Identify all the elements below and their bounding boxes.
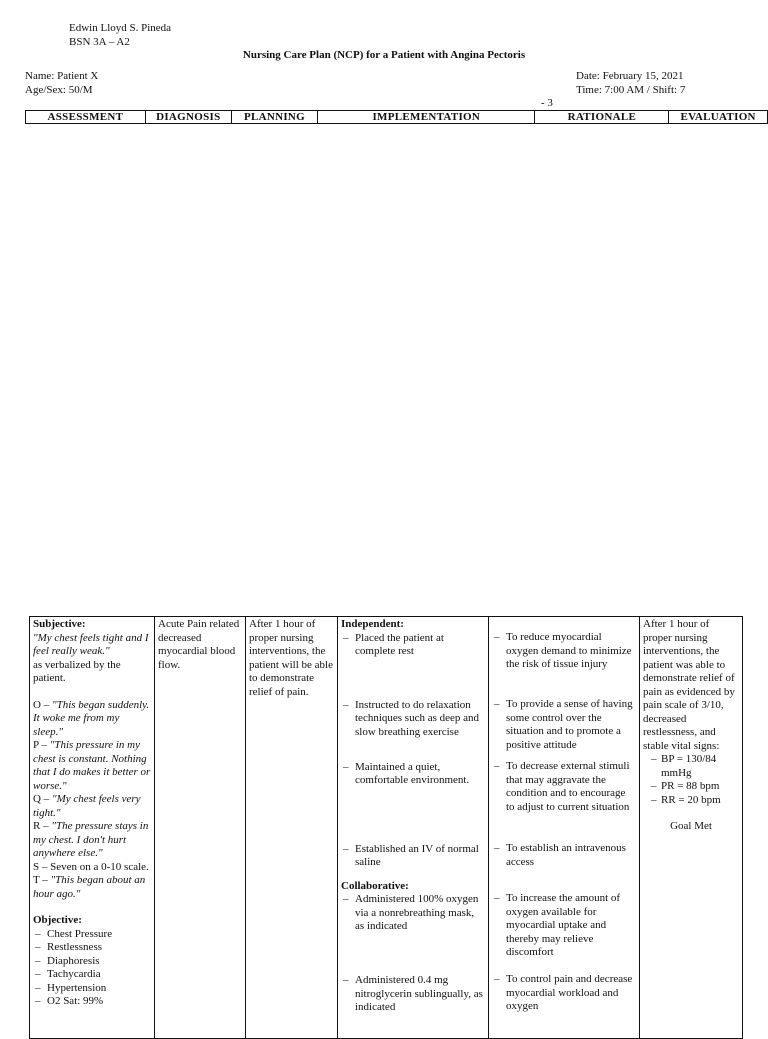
list-item: – Chest Pressure [33, 928, 151, 942]
col-rationale: RATIONALE [535, 111, 669, 124]
list-item: – Administered 100% oxygen via a nonrebreathing mask, as indicated [341, 893, 485, 974]
opqrst-q: Q – "My chest feels very tight." [33, 793, 141, 819]
author-section: BSN 3A – A2 [69, 36, 130, 48]
planning-cell [246, 617, 338, 1039]
opqrst-p: P – "This pressure in my chest is constant. Nothing that I do makes it better or worse." [33, 739, 151, 792]
diagnosis-cell [155, 617, 246, 1039]
col-implementation: IMPLEMENTATION [318, 111, 535, 124]
list-item: – RR = 20 bpm [649, 794, 739, 808]
objective-label: Objective: [33, 914, 82, 926]
list-item: – Hypertension [33, 982, 151, 996]
evaluation-text: After 1 hour of proper nursing interventions, the patient was able to demonstrate relief of pain as evidenced by pain scale of 3/10, decreased restlessness, and stable vital signs: [643, 618, 735, 752]
page-number: - 3 [541, 97, 553, 109]
diagnosis-text: Acute Pain related decreased myocardial blood flow. [158, 618, 240, 671]
column-header-table [25, 110, 768, 124]
list-item: – BP = 130/84 mmHg [649, 753, 739, 780]
independent-label: Independent: [341, 618, 404, 630]
collaborative-list [341, 893, 485, 1015]
collaborative-label: Collaborative: [341, 879, 409, 892]
list-item: – Maintained a quiet, comfortable environment. [341, 761, 485, 843]
list-item: – To establish an intravenous access [492, 842, 636, 892]
evaluation-cell [640, 617, 743, 1039]
verbalized-note: as verbalized by the patient. [33, 658, 121, 684]
list-item: – Diaphoresis [33, 955, 151, 969]
col-evaluation: EVALUATION [669, 111, 768, 124]
list-item: – To control pain and decrease myocardial workload and oxygen [492, 973, 636, 1014]
opqrst-t: T – "This began about an hour ago." [33, 874, 146, 900]
independent-list [341, 632, 485, 880]
vital-signs-list [649, 753, 739, 807]
list-item: – Restlessness [33, 941, 151, 955]
patient-name: Name: Patient X [25, 70, 99, 82]
list-item: – To provide a sense of having some control over the situation and to promote a positive attitude [492, 698, 636, 760]
list-item: – Tachycardia [33, 968, 151, 982]
record-time-shift: Time: 7:00 AM / Shift: 7 [576, 84, 686, 96]
list-item: – Placed the patient at complete rest [341, 632, 485, 699]
opqrst-o: O – "This began suddenly. It woke me from my sleep." [33, 698, 150, 738]
goal-status: Goal Met [670, 820, 712, 832]
implementation-cell [338, 617, 489, 1039]
col-assessment: ASSESSMENT [26, 111, 146, 124]
care-plan-table [29, 616, 743, 1039]
subjective-label: Subjective: [33, 618, 86, 630]
list-item: – O2 Sat: 99% [33, 995, 151, 1009]
list-item: – To decrease external stimuli that may aggravate the condition and to encourage to adjust to current situation [492, 760, 636, 842]
patient-age-sex: Age/Sex: 50/M [25, 84, 93, 96]
document-title: Nursing Care Plan (NCP) for a Patient with Angina Pectoris [242, 49, 526, 61]
opqrst-r: R – "The pressure stays in my chest. I don't hurt anywhere else." [33, 820, 149, 859]
planning-text: After 1 hour of proper nursing interventions, the patient will be able to demonstrate relief of pain. [249, 618, 333, 698]
list-item: – Instructed to do relaxation techniques such as deep and slow breathing exercise [341, 699, 485, 761]
rationale-list [492, 631, 636, 1014]
subjective-quote: "My chest feels tight and I feel really weak." [33, 631, 149, 657]
author-name: Edwin Lloyd S. Pineda [69, 22, 172, 34]
col-diagnosis: DIAGNOSIS [145, 111, 231, 124]
list-item: – PR = 88 bpm [649, 780, 739, 794]
opqrst-s: S – Seven on a 0-10 scale. [33, 860, 149, 873]
list-item: – To reduce myocardial oxygen demand to minimize the risk of tissue injury [492, 631, 636, 698]
col-planning: PLANNING [231, 111, 317, 124]
list-item: – Established an IV of normal saline [341, 843, 485, 880]
objective-list [33, 928, 151, 1009]
list-item: – To increase the amount of oxygen available for myocardial uptake and thereby may relieve discomfort [492, 892, 636, 973]
record-date: Date: February 15, 2021 [576, 70, 684, 82]
rationale-cell [489, 617, 640, 1039]
assessment-cell [30, 617, 155, 1039]
list-item: – Administered 0.4 mg nitroglycerin sublingually, as indicated [341, 974, 485, 1015]
